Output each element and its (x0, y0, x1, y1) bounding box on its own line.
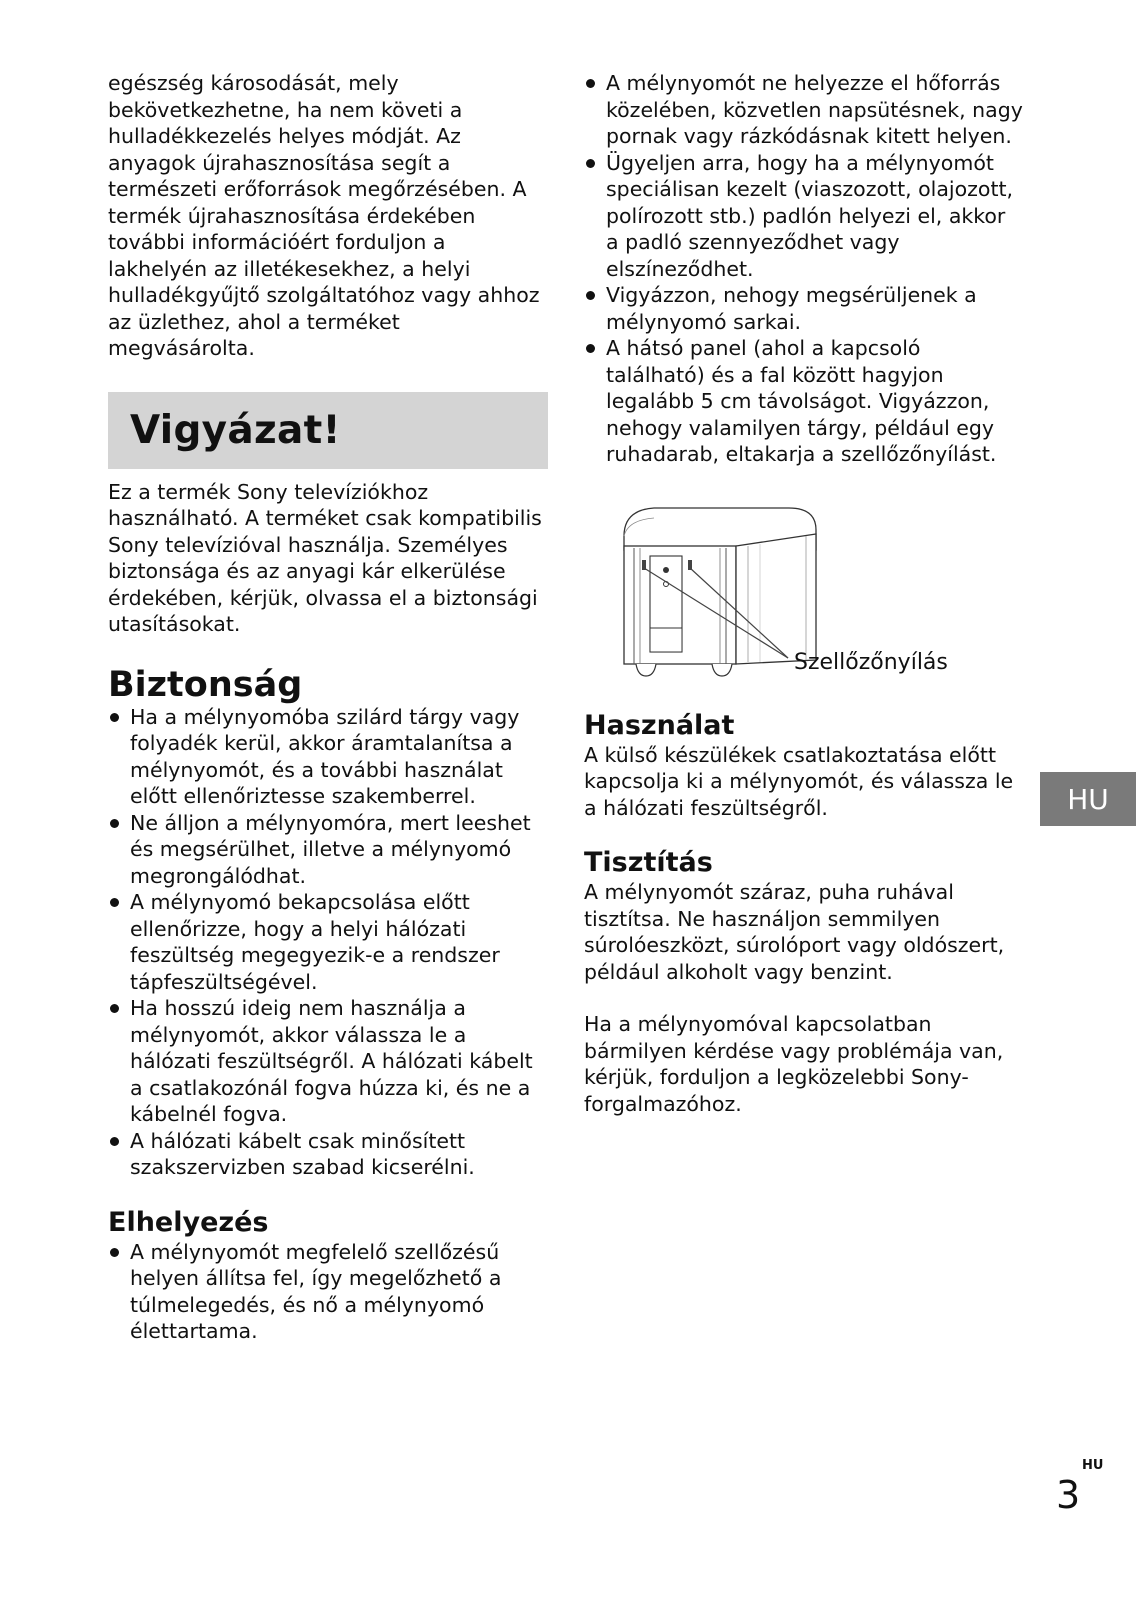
list-item: A mélynyomó bekapcsolása előtt ellenőrizze, hogy a helyi hálózati feszültség megegyezik-e a rendszer tápfeszültségével. (108, 889, 550, 995)
list-item: Ne álljon a mélynyomóra, mert leeshet és megsérülhet, illetve a mélynyomó megrongálódhat. (108, 810, 550, 890)
left-column (108, 70, 550, 1345)
caution-heading: Vigyázat! (130, 407, 341, 453)
right-column (584, 70, 1024, 1117)
safety-list (108, 704, 550, 1181)
intro-paragraph: egészség károsodását, mely bekövetkezhetne, ha nem követi a hulladékkezelés helyes módját. Az anyagok újrahasznosítása segít a természeti erőforrások megőrzésében. A termék újrahasznosítása érdekében további információért forduljon a lakhelyén az illetékesekhez, a helyi hulladékgyűjtő szolgáltatóhoz vagy ahhoz az üzlethez, ahol a terméket megvásárolta. (108, 71, 540, 360)
placement-list (108, 1239, 550, 1345)
usage-paragraph: A külső készülékek csatlakoztatása előtt kapcsolja ki a mélynyomót, és válassza le a hálózati feszültségről. (584, 742, 1014, 820)
placement-list-continued (584, 70, 1024, 468)
list-item: A hálózati kábelt csak minősített szakszervizben szabad kicserélni. (108, 1128, 550, 1181)
list-item: A hátsó panel (ahol a kapcsoló található) és a fal között hagyjon legalább 5 cm távolságot. Vigyázzon, nehogy valamilyen tárgy, például egy ruhadarab, eltakarja a szellőzőnyílást. (584, 335, 1024, 468)
list-item: Vigyázzon, nehogy megsérüljenek a mélynyomó sarkai. (584, 282, 1024, 335)
subwoofer-figure (584, 490, 1024, 690)
page-number-suffix: HU (1082, 1458, 1104, 1473)
caution-heading-box (108, 392, 548, 469)
cleaning-heading: Tisztítás (584, 847, 713, 878)
cleaning-paragraph: A mélynyomót száraz, puha ruhával tisztítsa. Ne használjon semmilyen súrolóeszközt, súrolóport vagy oldószert, például alkoholt vagy benzint. (584, 880, 1005, 984)
usage-heading: Használat (584, 709, 735, 741)
contact-paragraph: Ha a mélynyomóval kapcsolatban bármilyen kérdése vagy problémája van, kérjük, forduljon a legközelebbi Sony-forgalmazóhoz. (584, 1012, 1004, 1116)
list-item: A mélynyomót megfelelő szellőzésű helyen állítsa fel, így megelőzhető a túlmelegedés, és nő a mélynyomó élettartama. (108, 1239, 550, 1345)
safety-heading: Biztonság (108, 664, 303, 705)
vent-label: Szellőzőnyílás (794, 649, 948, 675)
placement-heading: Elhelyezés (108, 1206, 269, 1238)
list-item: Ügyeljen arra, hogy ha a mélynyomót speciálisan kezelt (viaszozott, olajozott, polírozott stb.) padlón helyezi el, akkor a padló szennyeződhet vagy elszíneződhet. (584, 150, 1024, 283)
page-number: 3 (1056, 1473, 1081, 1517)
list-item: A mélynyomót ne helyezze el hőforrás közelében, közvetlen napsütésnek, nagy pornak vagy rázkódásnak kitett helyen. (584, 70, 1024, 150)
list-item: Ha a mélynyomóba szilárd tárgy vagy folyadék kerül, akkor áramtalanítsa a mélynyomót, és a további használat előtt ellenőriztesse szakemberrel. (108, 704, 550, 810)
caution-paragraph: Ez a termék Sony televíziókhoz használható. A terméket csak kompatibilis Sony televízióval használja. Személyes biztonsága és az anyagi kár elkerülése érdekében, kérjük, olvassa el a biztonsági utasításokat. (108, 479, 542, 636)
list-item: Ha hosszú ideig nem használja a mélynyomót, akkor válassza le a hálózati feszültségről. A hálózati kábelt a csatlakozónál fogva húzza ki, és ne a kábelnél fogva. (108, 995, 550, 1128)
language-tab: HU (1040, 772, 1136, 826)
